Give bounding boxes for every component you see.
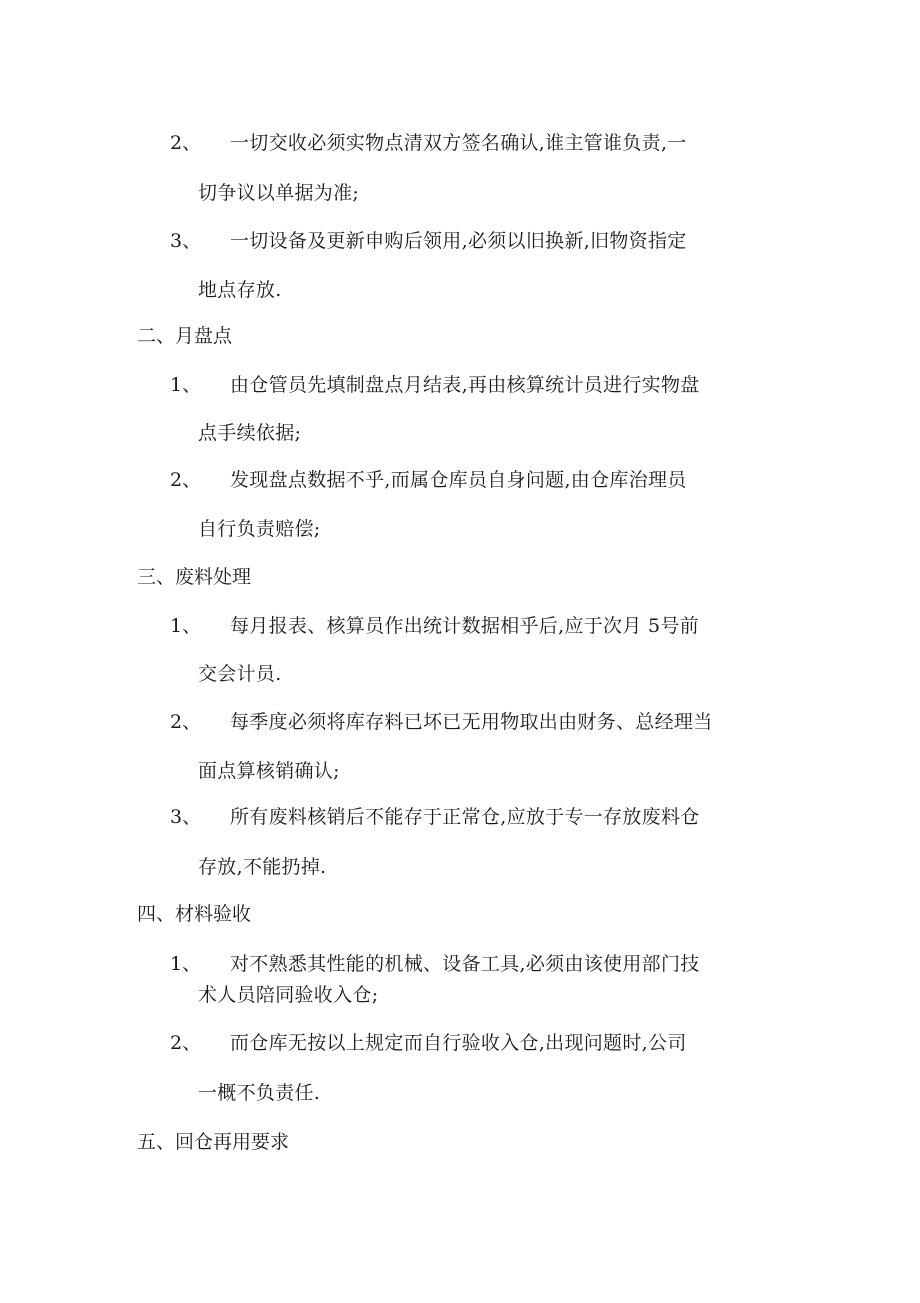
item-number: 3、 [170, 806, 202, 828]
item-number: 3、 [170, 230, 202, 252]
item-continuation: 一概不负责任. [198, 1082, 321, 1104]
item-text: 一切交收必须实物点清双方签名确认,谁主管谁负责,一 [230, 132, 687, 154]
item-number: 2、 [170, 132, 202, 154]
section-heading-4: 四、材料验收 [137, 903, 252, 925]
item-number: 2、 [170, 469, 202, 491]
item-continuation: 地点存放. [198, 279, 282, 301]
item-continuation: 面点算核销确认; [198, 760, 340, 782]
item-number: 2、 [170, 1032, 202, 1054]
item-number: 1、 [170, 953, 202, 975]
item-continuation: 切争议以单据为准; [198, 182, 360, 204]
item-continuation: 术人员陪同验收入仓; [198, 984, 379, 1006]
item-text: 发现盘点数据不乎,而属仓库员自身问题,由仓库治理员 [230, 469, 687, 491]
item-text: 而仓库无按以上规定而自行验收入仓,出现问题时,公司 [230, 1032, 687, 1054]
item-text: 每季度必须将库存料已坏已无用物取出由财务、总经理当 [230, 711, 713, 733]
item-continuation: 点手续依据; [198, 422, 302, 444]
item-text: 一切设备及更新申购后领用,必须以旧换新,旧物资指定 [230, 230, 687, 252]
item-text: 每月报表、核算员作出统计数据相乎后,应于次月 5号前 [230, 615, 699, 637]
section-heading-5: 五、回仓再用要求 [137, 1131, 290, 1153]
item-number: 2、 [170, 711, 202, 733]
section-heading-3: 三、废料处理 [137, 566, 252, 588]
item-text: 所有废料核销后不能存于正常仓,应放于专一存放废料仓 [230, 806, 700, 828]
item-text: 由仓管员先填制盘点月结表,再由核算统计员进行实物盘 [230, 374, 700, 396]
item-number: 1、 [170, 615, 202, 637]
item-number: 1、 [170, 374, 202, 396]
item-text: 对不熟悉其性能的机械、设备工具,必须由该使用部门技 [230, 953, 700, 975]
item-continuation: 自行负责赔偿; [198, 518, 321, 540]
item-continuation: 存放,不能扔掉. [198, 856, 327, 878]
section-heading-2: 二、月盘点 [137, 325, 233, 347]
item-continuation: 交会计员. [198, 663, 282, 685]
